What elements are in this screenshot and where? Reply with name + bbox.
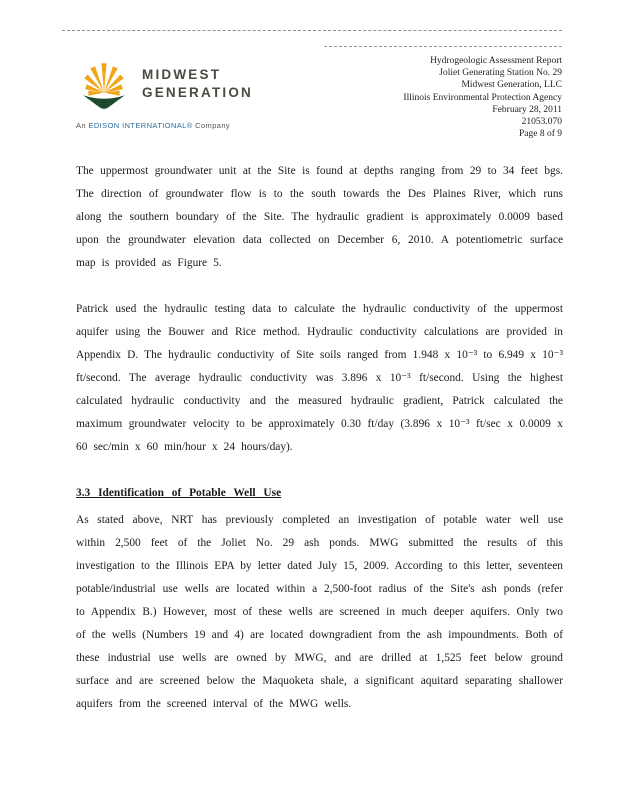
logo-tagline [76,121,306,130]
header-line-page-number: Page 8 of 9 [518,129,562,140]
document-header-block [403,55,562,140]
header-line-project-number: 21053.070 [521,117,562,128]
section-heading-potable-well-use: 3.3 Identification of Potable Well Use [76,487,282,499]
logo-row [76,58,306,110]
header-dashed-divider [324,46,562,47]
sunburst-logo-icon [76,58,132,110]
document-body [76,160,563,739]
logo-word-generation: GENERATION [142,85,254,100]
header-line-station: Joliet Generating Station No. 29 [439,68,562,79]
header-line-report-title: Hydrogeologic Assessment Report [430,56,562,66]
header-line-date: February 28, 2011 [492,104,562,115]
tagline-prefix: An [76,121,89,130]
company-logo [76,58,306,130]
top-dashed-divider [62,30,562,31]
header-line-company: Midwest Generation, LLC [461,80,562,91]
paragraph-hydraulic-conductivity: Patrick used the hydraulic testing data to calculate the hydraulic conductivity of the uppermost aquifer using the Bouwer and Rice method. Hydraulic conductivity calculations are provided in Appendix D. The hydraulic conductivity of Site soils ranged from 1.948 x 10⁻³ to 6.949 x 10⁻³ ft/second. The average hydraulic conductivity was 3.896 x 10⁻³ ft/second. Using the highest calculated hydraulic conductivity and the measured hydraulic gradient, Patrick calculated the maximum groundwater velocity to be approximately 0.30 ft/day (3.896 x 10⁻³ ft/sec x 0.0009 x 60 sec/min x 60 min/hour x 24 hours/day). [76,303,563,453]
paragraph-groundwater-unit: The uppermost groundwater unit at the Site is found at depths ranging from 29 to 34 feet bgs. The direction of groundwater flow is to the south towards the Des Plaines River, which runs along the southern boundary of the Site. The hydraulic gradient is approximately 0.0009 based upon the groundwater elevation data collected on December 6, 2010. A potentiometric surface map is provided as Figure 5. [76,165,563,269]
logo-word-midwest: MIDWEST [142,67,222,83]
edison-brand-text: EDISON INTERNATIONAL® [88,121,193,130]
tagline-suffix: Company [192,121,231,130]
logo-wordmark [142,66,253,101]
header-line-agency: Illinois Environmental Protection Agency [403,92,562,103]
paragraph-potable-wells: As stated above, NRT has previously completed an investigation of potable water well use within 2,500 feet of the Joliet No. 29 ash ponds. MWG submitted the results of this investigation to the Illinois EPA by letter dated July 15, 2009. According to this letter, seventeen potable/industrial use wells are located within a 2,500-foot radius of the Site's ash ponds (refer to Appendix B.) However, most of these wells are screened in much deeper aquifers. Only two of the wells (Numbers 19 and 4) are located downgradient from the ash impoundments. Both of these industrial use wells are owned by MWG, and are drilled at 1,525 feet below ground surface and are screened below the Maquoketa shale, a significant aquitard separating shallower aquifers from the screened interval of the MWG wells. [76,514,563,710]
